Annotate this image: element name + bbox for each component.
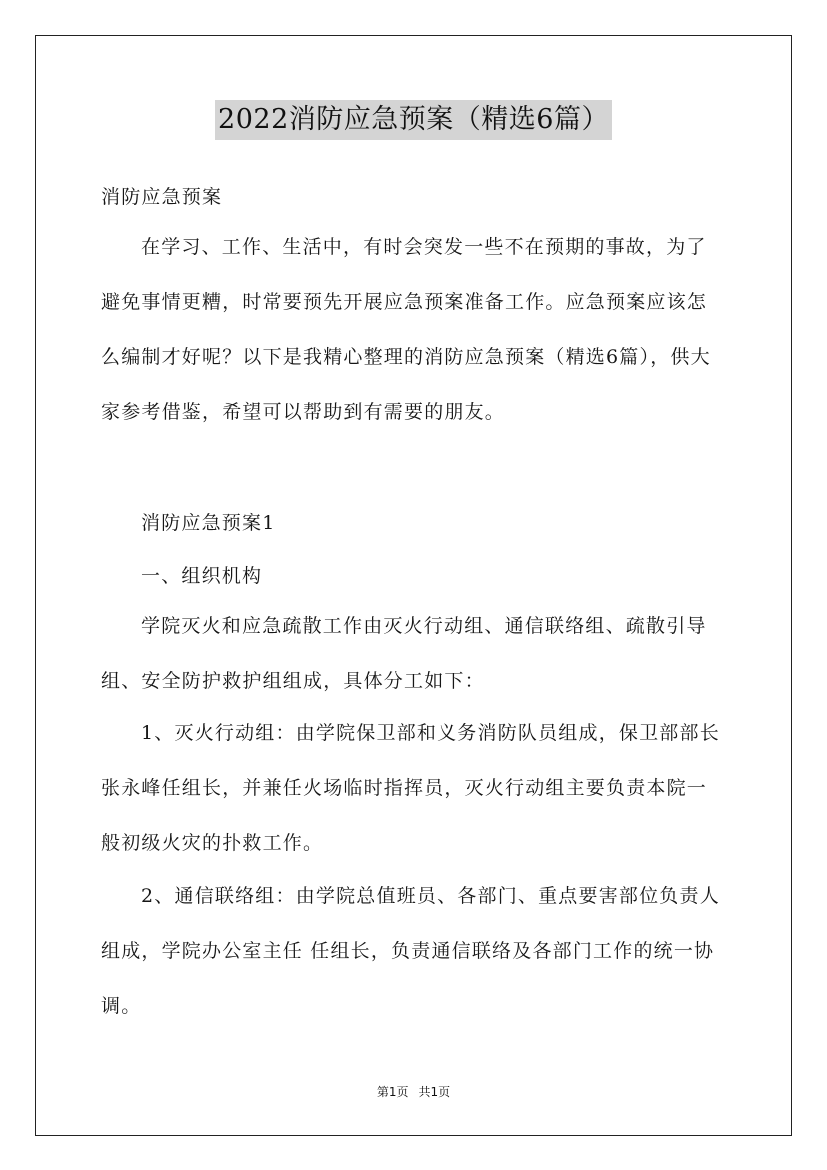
org-line: 组、安全防护救护组组成，具体分工如下： (101, 670, 485, 692)
intro-line: 么编制才好呢？以下是我精心整理的消防应急预案（精选6篇），供大 (101, 346, 711, 368)
item1-line: 1、灭火行动组：由学院保卫部和义务消防队员组成，保卫部部长 (141, 722, 720, 744)
page-total: 共1页 (418, 1085, 451, 1099)
item2-line: 组成，学院办公室主任 任组长，负责通信联络及各部门工作的统一协 (101, 940, 715, 962)
intro-line: 家参考借鉴，希望可以帮助到有需要的朋友。 (101, 401, 506, 423)
subsection-heading: 一、组织机构 (141, 565, 263, 587)
intro-paragraph (101, 220, 727, 440)
item1-paragraph (101, 706, 727, 871)
org-line: 学院灭火和应急疏散工作由灭火行动组、通信联络组、疏散引导 (141, 615, 707, 637)
section-heading: 消防应急预案1 (141, 512, 276, 534)
org-paragraph (101, 599, 727, 709)
item2-line: 2、通信联络组：由学院总值班员、各部门、重点要害部位负责人 (141, 885, 720, 907)
intro-line: 避免事情更糟，时常要预先开展应急预案准备工作。应急预案应该怎 (101, 291, 708, 313)
page-number: 第1页 (376, 1085, 409, 1099)
item2-line: 调。 (101, 995, 142, 1017)
item1-line: 张永峰任组长，并兼任火场临时指挥员，灭火行动组主要负责本院一 (101, 777, 708, 799)
title-container (0, 100, 827, 140)
item1-line: 般初级火灾的扑救工作。 (101, 832, 324, 854)
intro-line: 在学习、工作、生活中，有时会突发一些不在预期的事故，为了 (141, 236, 707, 258)
item2-paragraph (101, 869, 727, 1034)
page-footer (0, 1083, 827, 1100)
document-subtitle: 消防应急预案 (101, 186, 223, 208)
document-title: 2022消防应急预案（精选6篇） (215, 100, 612, 140)
